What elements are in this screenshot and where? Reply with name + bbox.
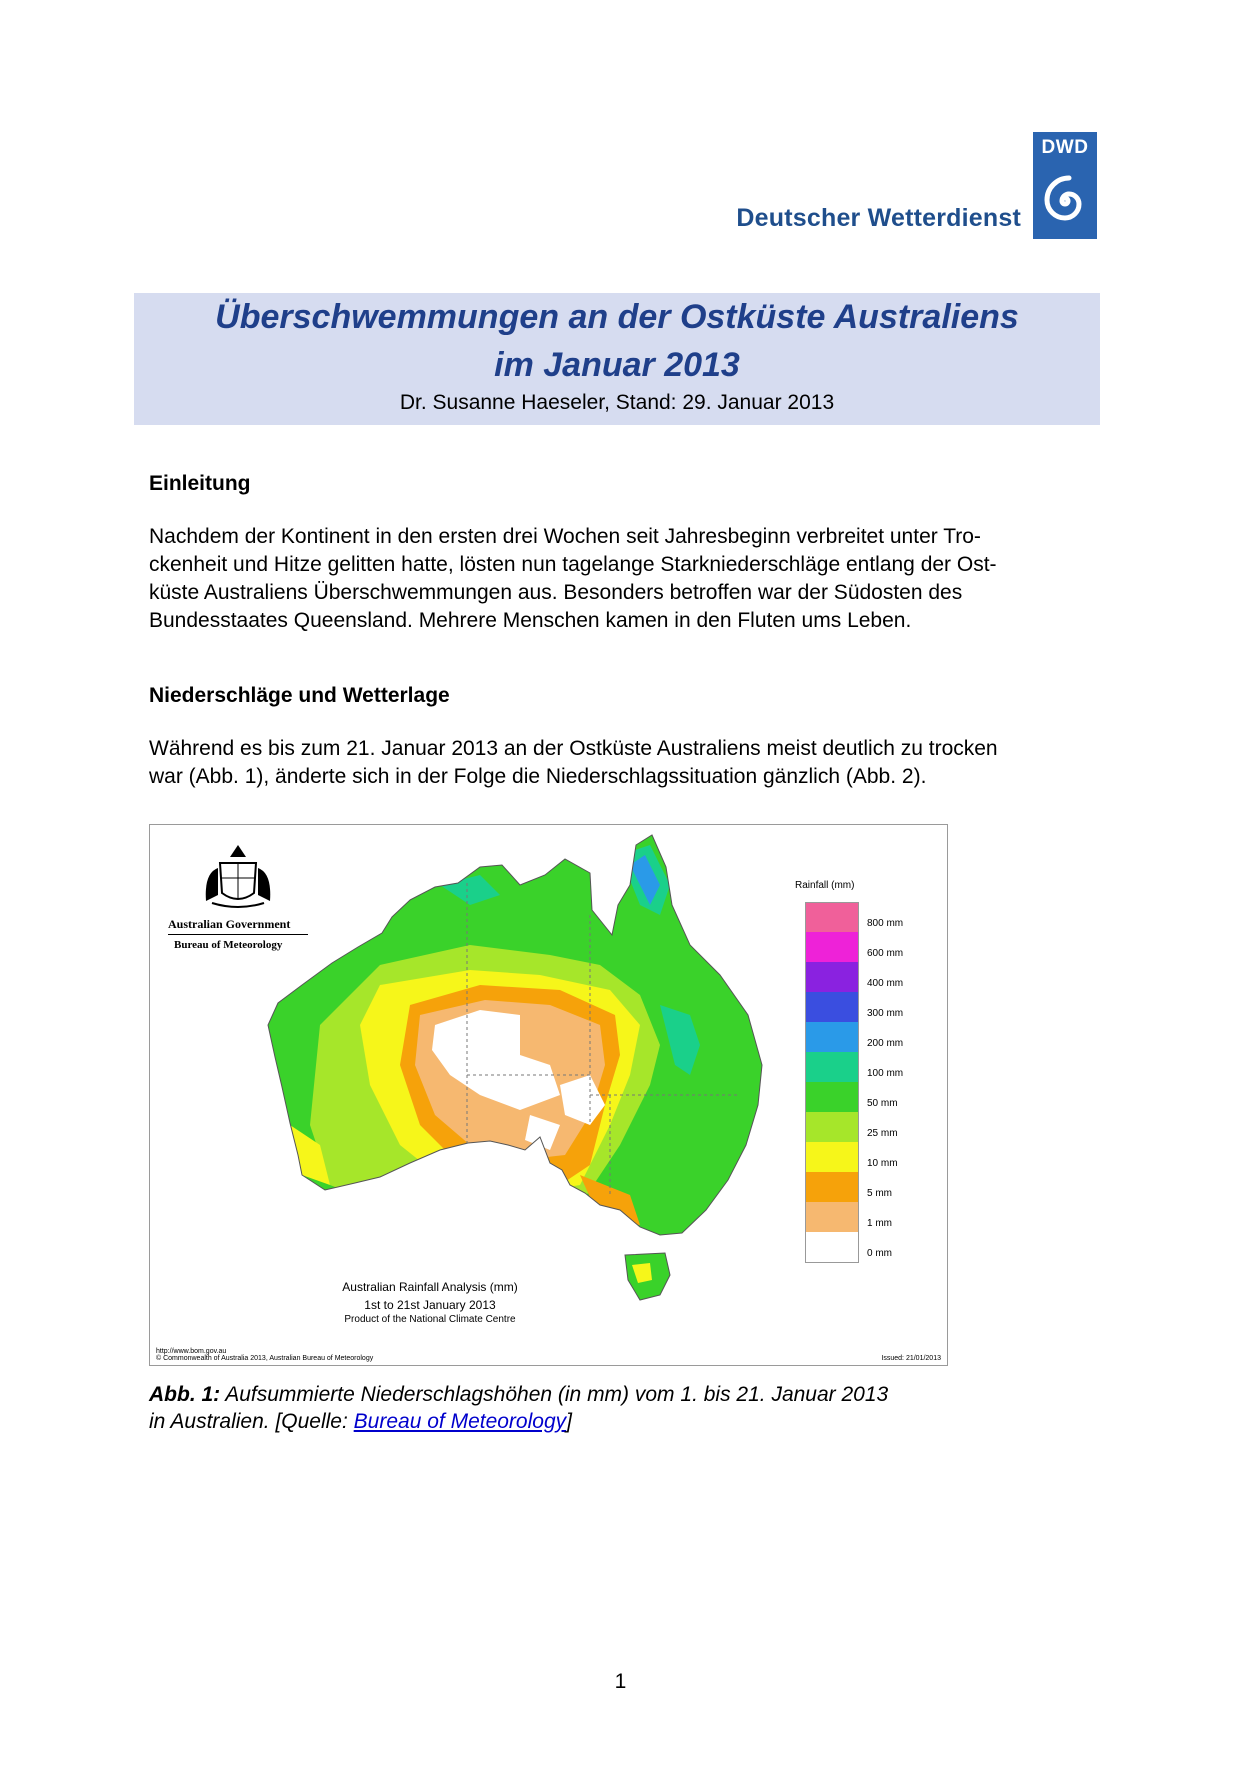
text-line: Nachdem der Kontinent in den ersten drei Wochen seit Jahresbeginn verbreitet unter Tro- (149, 525, 981, 548)
legend-label: 5 mm (867, 1188, 892, 1199)
legend-swatch (805, 1172, 859, 1202)
legend-swatch (805, 932, 859, 962)
legend-label: 1 mm (867, 1218, 892, 1229)
caption-label: Abb. 1: (149, 1383, 221, 1406)
page-number: 1 (614, 1670, 627, 1693)
rainfall-map-figure (149, 824, 948, 1366)
logo-badge (1033, 132, 1097, 239)
heading-niederschlaege: Niederschläge und Wetterlage (149, 684, 450, 707)
text-line: Bundesstaates Queensland. Mehrere Menschen kamen in den Fluten ums Leben. (149, 609, 912, 632)
paragraph-einleitung (149, 523, 1089, 635)
map-product: Product of the National Climate Centre (344, 1314, 516, 1325)
caption-text: Aufsummierte Niederschlagshöhen (in mm) vom 1. bis 21. Januar 2013 (220, 1383, 889, 1406)
legend-label: 25 mm (867, 1128, 898, 1139)
issued-date: Issued: 21/01/2013 (881, 1355, 941, 1362)
legend-label: 200 mm (867, 1038, 904, 1049)
paragraph-niederschlaege (149, 735, 1089, 791)
legend-swatch (805, 1232, 859, 1263)
copyright: © Commonwealth of Australia 2013, Australian Bureau of Meteorology (156, 1355, 374, 1362)
legend-label: 400 mm (867, 978, 904, 989)
agency-name: Australian Government (168, 917, 291, 931)
legend-label: 300 mm (867, 1008, 904, 1019)
source-url: http://www.bom.gov.au (156, 1348, 227, 1355)
logo-abbr: DWD (1041, 137, 1089, 158)
legend-swatch (805, 1052, 859, 1082)
legend-title: Rainfall (mm) (795, 880, 855, 891)
caption-text: in Australien. [Quelle: (149, 1410, 354, 1433)
legend-label: 600 mm (867, 948, 904, 959)
figure-caption (149, 1381, 1049, 1435)
byline: Dr. Susanne Haeseler, Stand: 29. Januar 2013 (399, 391, 835, 414)
legend-label: 0 mm (867, 1248, 892, 1259)
legend-label: 100 mm (867, 1068, 904, 1079)
legend-swatch (805, 902, 859, 933)
australia-rainfall-map (220, 825, 780, 1345)
legend-swatch (805, 1202, 859, 1232)
text-line: Während es bis zum 21. Januar 2013 an der Ostküste Australiens meist deutlich zu trocken (149, 737, 998, 760)
text-line: war (Abb. 1), änderte sich in der Folge die Niederschlagssituation gänzlich (Abb. 2). (149, 765, 927, 788)
map-caption (300, 1280, 560, 1325)
legend-swatch (805, 1082, 859, 1112)
legend-label: 800 mm (867, 918, 904, 929)
title-banner (134, 293, 1100, 425)
legend-label: 50 mm (867, 1098, 898, 1109)
legend-swatch (805, 1022, 859, 1052)
text-line: ckenheit und Hitze gelitten hatte, lösten nun tagelange Starkniederschläge entlang der Ost- (149, 553, 997, 576)
heading-einleitung: Einleitung (149, 472, 251, 495)
legend-swatch (805, 1112, 859, 1142)
legend-label: 10 mm (867, 1158, 898, 1169)
dwd-logo (697, 132, 1097, 242)
legend-swatch (805, 992, 859, 1022)
map-title: Australian Rainfall Analysis (mm) (342, 1280, 518, 1294)
page-title (134, 293, 1100, 389)
legend-swatch (805, 1142, 859, 1172)
legend-swatch (805, 962, 859, 992)
caption-text: ] (566, 1410, 572, 1433)
figure-footer (152, 1355, 945, 1365)
source-link[interactable]: Bureau of Meteorology (353, 1410, 567, 1433)
title-line-1: Überschwemmungen an der Ostküste Australiens (215, 298, 1019, 336)
title-line-2: im Januar 2013 (494, 346, 740, 384)
spiral-icon (1038, 170, 1092, 232)
map-period: 1st to 21st January 2013 (364, 1298, 496, 1312)
bureau-name: Bureau of Meteorology (174, 939, 283, 951)
text-line: küste Australiens Überschwemmungen aus. Besonders betroffen war der Südosten des (149, 581, 963, 604)
logo-name: Deutscher Wetterdienst (736, 204, 1021, 232)
